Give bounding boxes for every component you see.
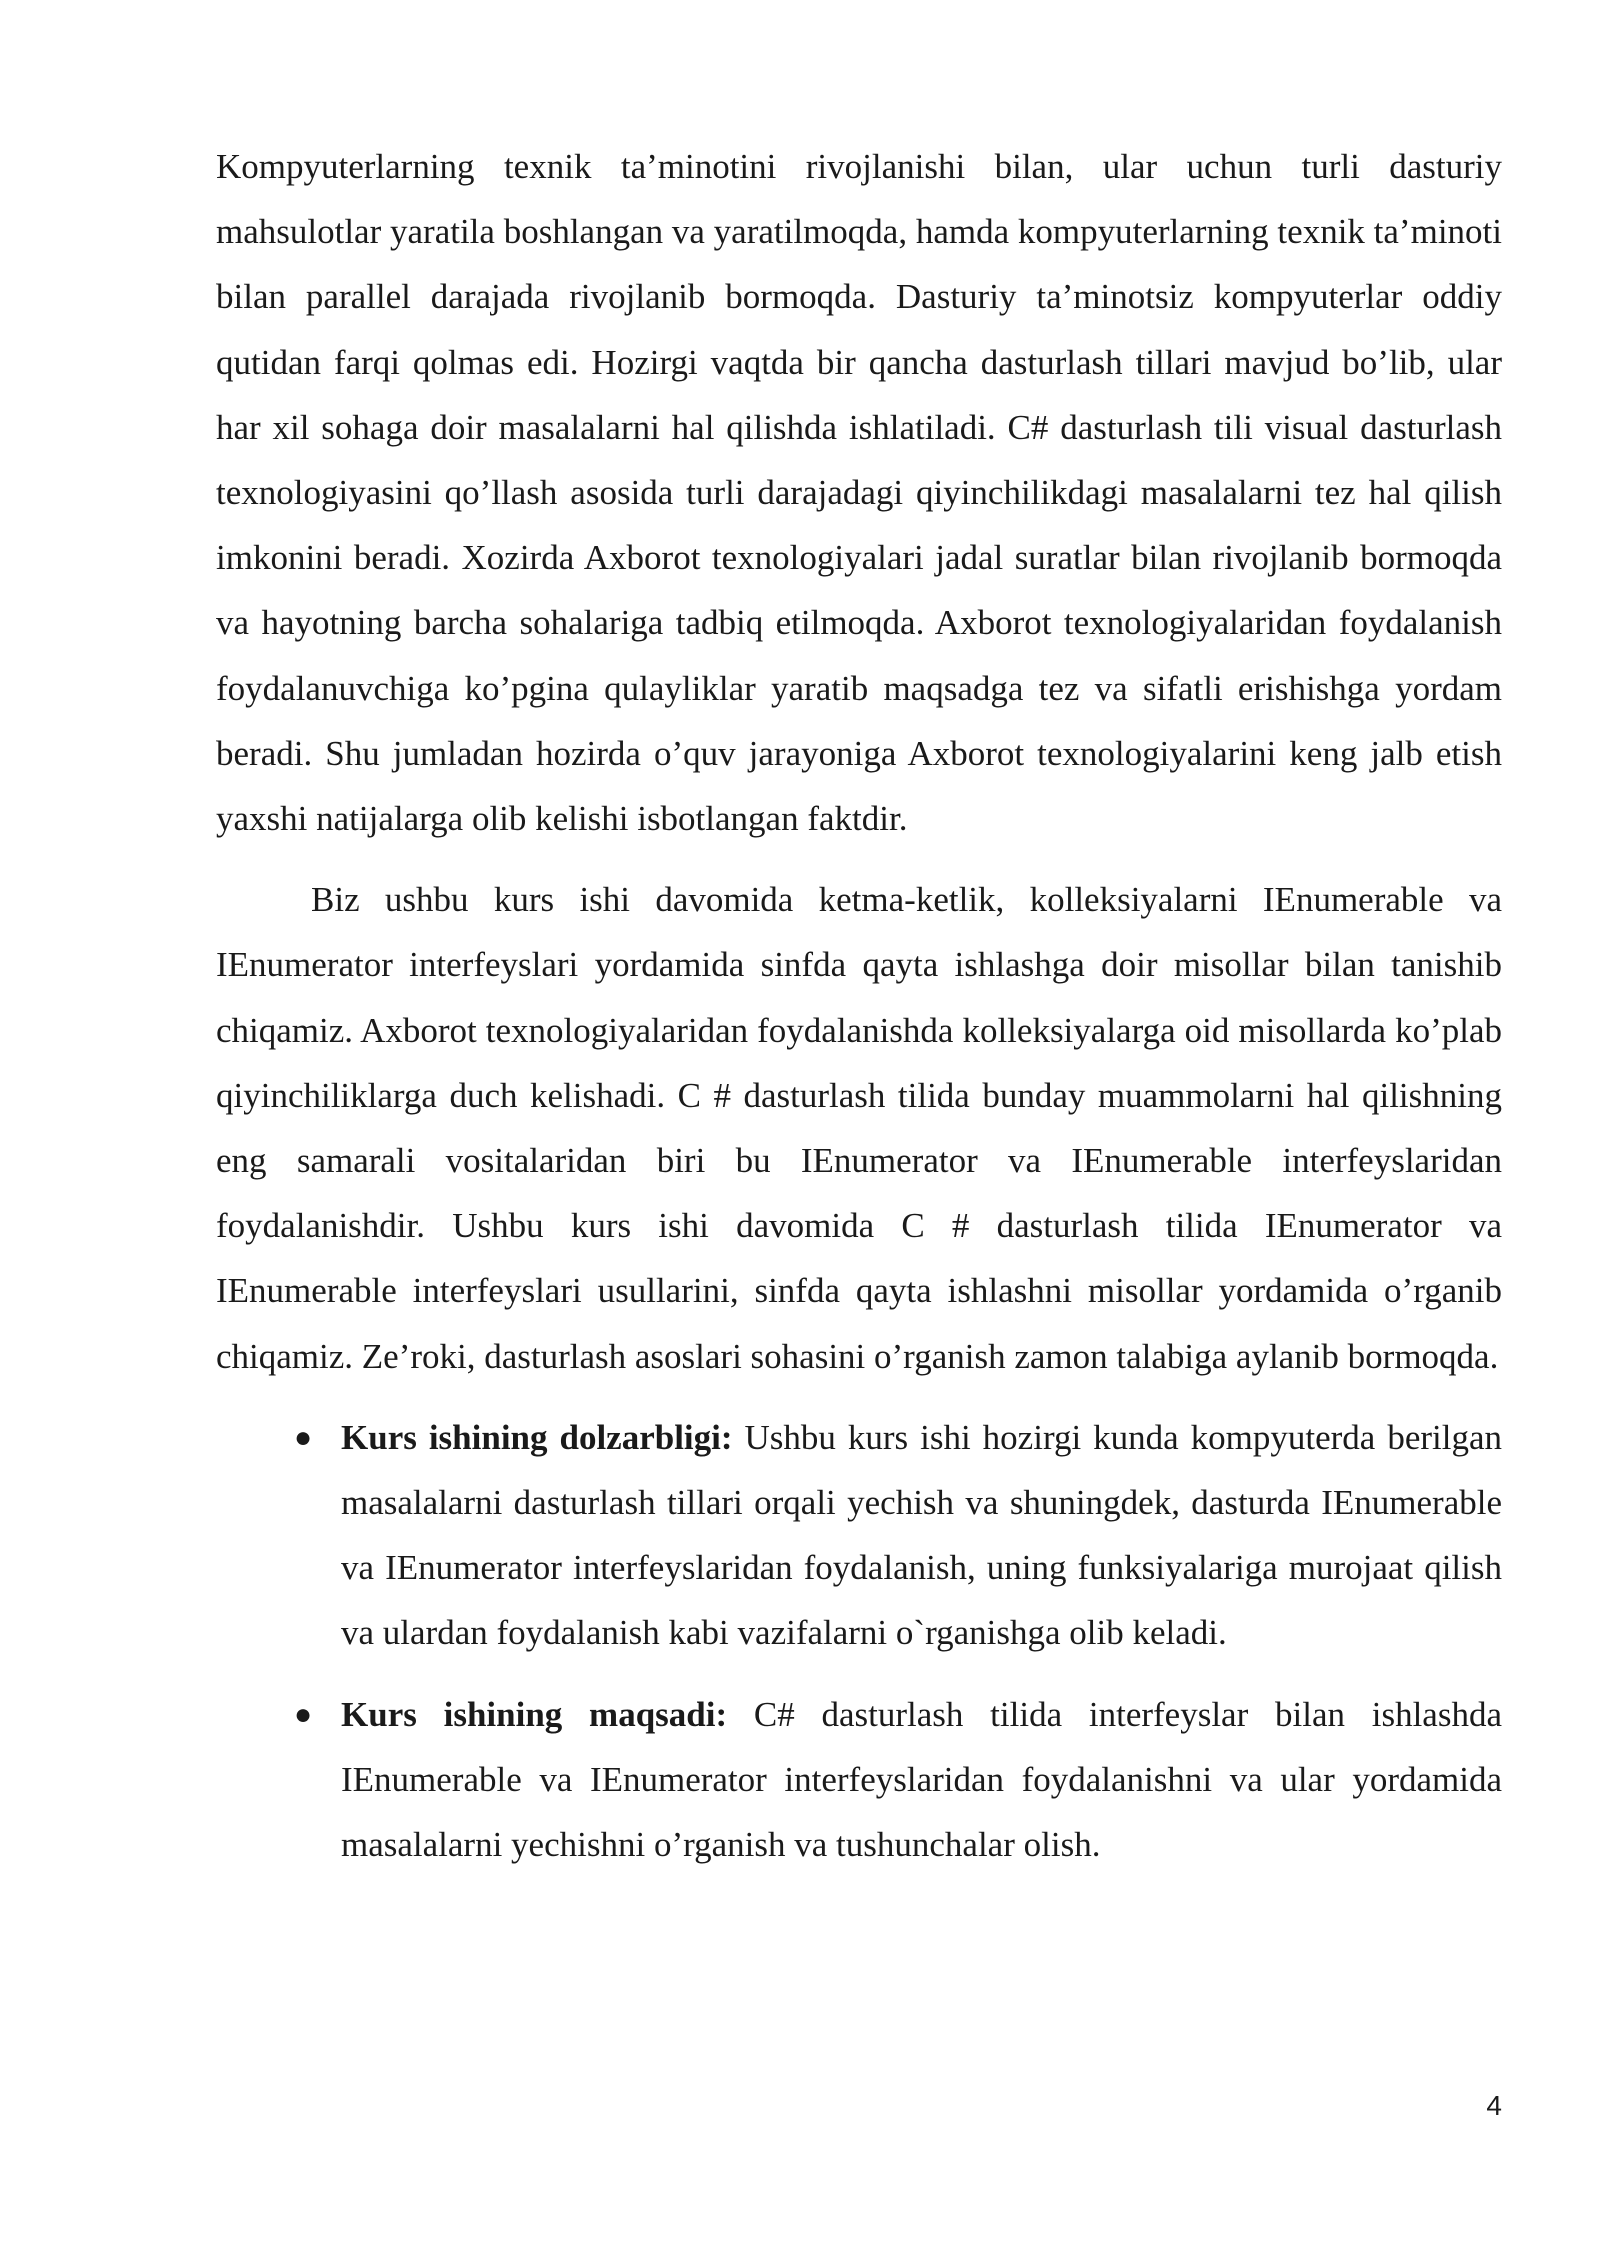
list-item [216, 1682, 1502, 1878]
bullet-term: Kurs ishining dolzarbligi: [341, 1417, 733, 1457]
intro-paragraph: Kompyuterlarning texnik ta’minotini rivojlanishi bilan, ular uchun turli dasturiy mahsulotlar yaratila boshlangan va yaratilmoqda, hamda kompyuterlarning texnik ta’minoti bilan parallel darajada rivojlanib bormoqda. Dasturiy ta’minotsiz kompyuterlar oddiy qutidan farqi qolmas edi. Hozirgi vaqtda bir qancha dasturlash tillari mavjud bo’lib, ular har xil sohaga doir masalalarni hal qilishda ishlatiladi. C# dasturlash tili visual dasturlash texnologiyasini qo’llash asosida turli darajadagi qiyinchilikdagi masalalarni tez hal qilish imkonini beradi. Xozirda Axborot texnologiyalari jadal suratlar bilan rivojlanib bormoqda va hayotning barcha sohalariga tadbiq etilmoqda. Axborot texnologiyalaridan foydalanish foydalanuvchiga ko’pgina qulayliklar yaratib maqsadga tez va sifatli erishishga yordam beradi. Shu jumladan hozirda o’quv jarayoniga Axborot texnologiyalarini keng jalb etish yaxshi natijalarga olib kelishi isbotlangan faktdir. [216, 147, 1502, 839]
document-page [216, 134, 1502, 1893]
bullet-text: C# dasturlash tilida interfeyslar bilan ishlashda IEnumerable va IEnumerator interfeyslaridan foydalanishni va ular yordamida masalalarni yechishni o’rganish va tushunchalar olish. [341, 1694, 1502, 1865]
bullet-term: Kurs ishining maqsadi: [341, 1694, 728, 1734]
page-number: 4 [1486, 2090, 1502, 2121]
bullet-icon: ● [294, 1420, 313, 1454]
bullet-icon: ● [294, 1697, 313, 1731]
list-item [216, 1405, 1502, 1666]
bullet-list [216, 1405, 1502, 1877]
bullet-text: Ushbu kurs ishi hozirgi kunda kompyuterda berilgan masalalarni dasturlash tillari orqali yechish va shuningdek, dasturda IEnumerable va IEnumerator interfeyslaridan foydalanish, uning funksiyalariga murojaat qilish va ulardan foydalanish kabi vazifalarni o`rganishga olib keladi. [341, 1417, 1502, 1653]
second-paragraph: Biz ushbu kurs ishi davomida ketma-ketlik, kolleksiyalarni IEnumerable va IEnumerator interfeyslari yordamida sinfda qayta ishlashga doir misollar bilan tanishib chiqamiz. Axborot texnologiyalaridan foydalanishda kolleksiyalarga oid misollarda ko’plab qiyinchiliklarga duch kelishadi. C # dasturlash tilida bunday muammolarni hal qilishning eng samarali vositalaridan biri bu IEnumerator va IEnumerable interfeyslaridan foydalanishdir. Ushbu kurs ishi davomida C # dasturlash tilida IEnumerator va IEnumerable interfeyslari usullarini, sinfda qayta ishlashni misollar yordamida o’rganib chiqamiz. Ze’roki, dasturlash asoslari sohasini o’rganish zamon talabiga aylanib bormoqda. [216, 880, 1502, 1376]
